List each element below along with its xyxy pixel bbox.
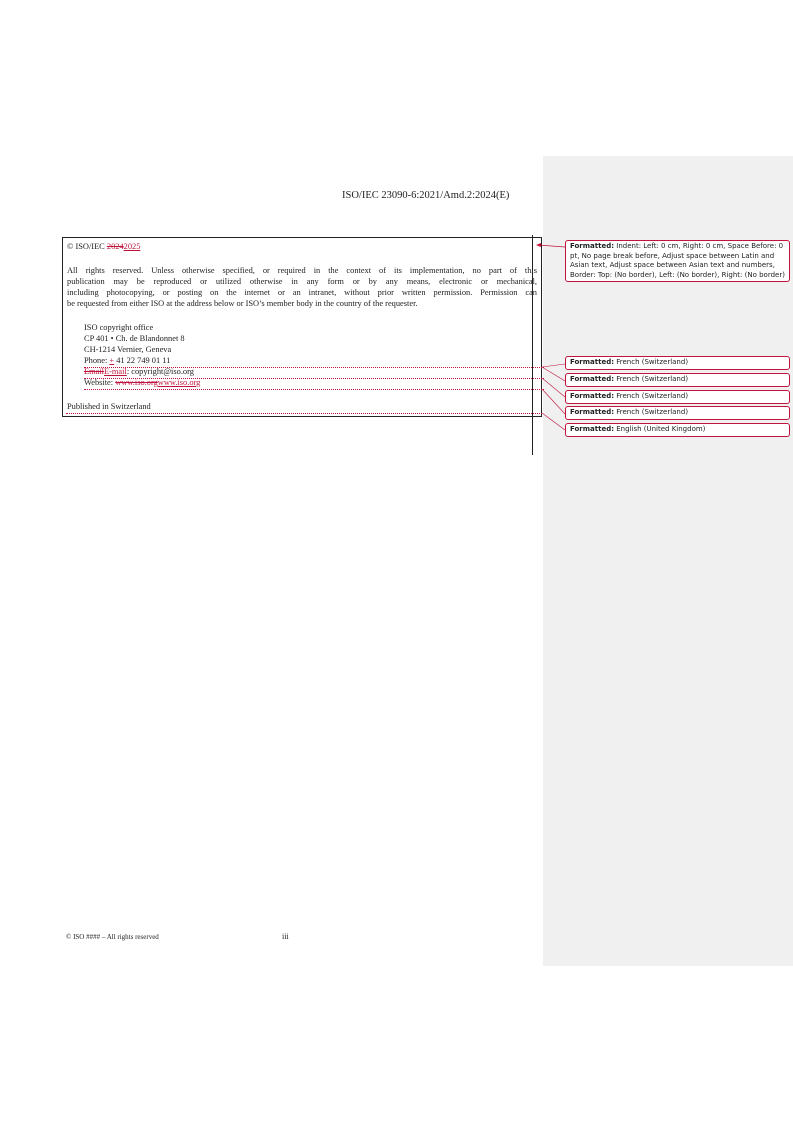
comment-balloon-3[interactable] — [565, 373, 790, 387]
comment-text: French (Switzerland) — [614, 375, 689, 383]
connector-1-arrow — [536, 243, 541, 247]
connector-2 — [542, 364, 565, 367]
connector-4 — [542, 378, 565, 397]
comment-text: French (Switzerland) — [614, 408, 689, 416]
rights-line-3: including photocopying, or posting on the internet or an intranet, without prior written permission. Permission can — [67, 288, 537, 297]
copyright-owner: © ISO/IEC — [67, 242, 107, 251]
published-line: Published in Switzerland — [67, 402, 151, 411]
comment-balloon-2[interactable] — [565, 356, 790, 370]
inserted-website[interactable]: www.iso.org — [157, 378, 201, 387]
deleted-website[interactable]: www.iso.org — [115, 378, 158, 387]
page-number: iii — [282, 932, 289, 941]
document-header: ISO/IEC 23090-6:2021/Amd.2:2024(E) — [342, 190, 510, 201]
comment-text: Indent: Left: 0 cm, Right: 0 cm, Space Before: 0 pt, No page break before, Adjust space between Latin and Asian text, Adjust space between Asian text and numbers, Border: Top: (No border), Left: (No border), Right: (No border) — [570, 242, 785, 279]
connector-1 — [538, 245, 565, 247]
email-value: : copyright@iso.org — [126, 367, 194, 376]
deleted-year[interactable]: 2024 — [106, 242, 124, 251]
comment-label: Formatted: — [570, 408, 615, 416]
office-name: ISO copyright office — [84, 323, 154, 332]
address-line-1: CP 401 • Ch. de Blandonnet 8 — [84, 334, 185, 343]
inserted-plus[interactable]: + — [109, 356, 115, 365]
website-label: Website: — [84, 378, 116, 387]
comment-label: Formatted: — [570, 375, 615, 383]
deleted-email-label[interactable]: Email — [84, 367, 105, 376]
comment-text: English (United Kingdom) — [614, 425, 706, 433]
rights-line-2: publication may be reproduced or utilized otherwise in any form or by any means, electronic or mechanical, — [67, 277, 537, 286]
comment-label: Formatted: — [570, 358, 615, 366]
comment-balloon-6[interactable] — [565, 423, 790, 437]
comment-label: Formatted: — [570, 392, 615, 400]
comment-label: Formatted: — [570, 242, 615, 250]
comment-label: Formatted: — [570, 425, 615, 433]
inserted-email-label[interactable]: E-mail — [104, 367, 127, 376]
footer-copyright: © ISO #### – All rights reserved — [66, 933, 159, 941]
address-line-2: CH-1214 Vernier, Geneva — [84, 345, 172, 354]
connector-3 — [542, 367, 565, 381]
phone-number: 41 22 749 01 11 — [114, 356, 171, 365]
phone-label: Phone: — [84, 356, 110, 365]
comment-balloon-4[interactable] — [565, 390, 790, 404]
rights-line-4: be requested from either ISO at the address below or ISO’s member body in the country of the requester. — [67, 299, 418, 308]
connector-6 — [542, 413, 565, 430]
comment-text: French (Switzerland) — [614, 392, 689, 400]
comment-balloon-1[interactable] — [565, 240, 790, 282]
inserted-year[interactable]: 2025 — [123, 242, 141, 251]
comment-text: French (Switzerland) — [614, 358, 689, 366]
comment-balloon-5[interactable] — [565, 406, 790, 420]
rights-line-1: All rights reserved. Unless otherwise specified, or required in the context of its implementation, no part of this — [67, 266, 537, 275]
connector-5 — [542, 389, 565, 414]
